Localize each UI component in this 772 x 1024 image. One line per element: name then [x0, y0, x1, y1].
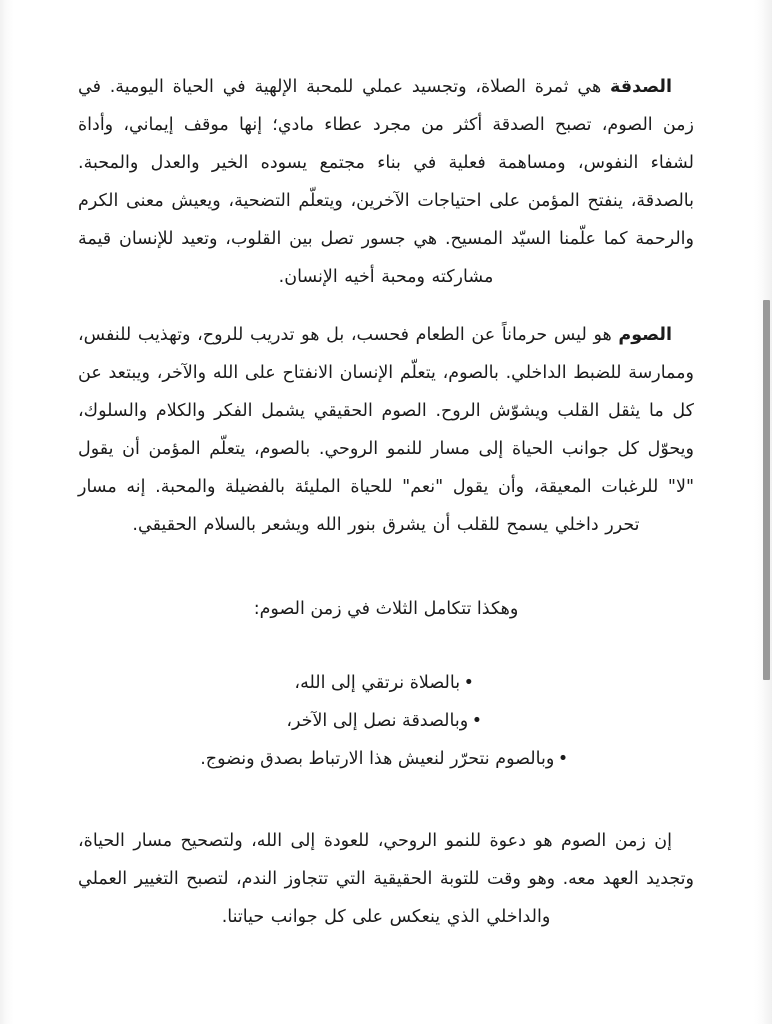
list-item — [78, 664, 694, 702]
paragraph-text-fasting: هو ليس حرماناً عن الطعام فحسب، بل هو تدريب للروح، وتهذيب للنفس، وممارسة للضبط الداخلي. بالصوم، يتعلّم الإنسان الانفتاح على الله والآخر، ويبتعد عن كل ما يثقل القلب ويشوّش الروح. الصوم الحقيقي يشمل الفكر والكلام والسلوك، ويحوّل كل جوانب الحياة إلى مسار للنمو الروحي. بالصوم، يتعلّم المؤمن أن يقول "لا" للرغبات المعيقة، وأن يقول "نعم" للحياة المليئة بالفضيلة والمحبة. إنه مسار تحرر داخلي يسمح للقلب أن يشرق بنور الله ويشعر بالسلام الحقيقي. — [78, 325, 694, 535]
bullet-list — [78, 664, 694, 778]
paragraph-almsgiving — [78, 68, 694, 296]
bullet-point-icon: • — [557, 749, 569, 769]
list-item — [78, 740, 694, 778]
spacer — [78, 628, 694, 664]
bullet-point-icon: • — [463, 673, 474, 693]
paragraph-fasting — [78, 316, 694, 544]
list-item-label: وبالصدقة نصل إلى الآخر، — [286, 711, 469, 731]
paragraph-conclusion: إن زمن الصوم هو دعوة للنمو الروحي، للعودة إلى الله، ولتصحيح مسار الحياة، وتجديد العهد معه. وهو وقت للتوبة الحقيقية التي تتجاوز الندم، لتصبح التغيير العملي والداخلي الذي ينعكس على كل جوانب حياتنا. — [78, 831, 694, 927]
paragraph-lead-word-almsgiving: الصدقة — [610, 77, 672, 97]
list-intro-line: وهكذا تتكامل الثلاث في زمن الصوم: — [253, 599, 519, 619]
list-item-label: بالصلاة نرتقي إلى الله، — [294, 673, 461, 693]
paragraph-lead-word-fasting: الصوم — [618, 325, 672, 345]
paragraph-text-almsgiving: هي ثمرة الصلاة، وتجسيد عملي للمحبة الإلهية في الحياة اليومية. في زمن الصوم، تصبح الصدقة أكثر من مجرد عطاء مادي؛ إنها موقف إيماني، وأداة لشفاء النفوس، ومساهمة فعلية في بناء مجتمع يسوده الخير والعدل والمحبة. بالصدقة، ينفتح المؤمن على احتياجات الآخرين، ويتعلّم التضحية، ويعيش معنى الكرم والرحمة كما علّمنا السيّد المسيح. هي جسور تصل بين القلوب، وتعيد للإنسان قيمة مشاركته ومحبة أخيه الإنسان. — [78, 77, 694, 287]
spacer — [78, 778, 694, 822]
spacer — [78, 544, 694, 590]
list-item — [78, 702, 694, 740]
bullet-point-icon: • — [471, 711, 483, 731]
list-item-label: وبالصوم نتحرّر لنعيش هذا الارتباط بصدق ونضوج. — [200, 749, 555, 769]
